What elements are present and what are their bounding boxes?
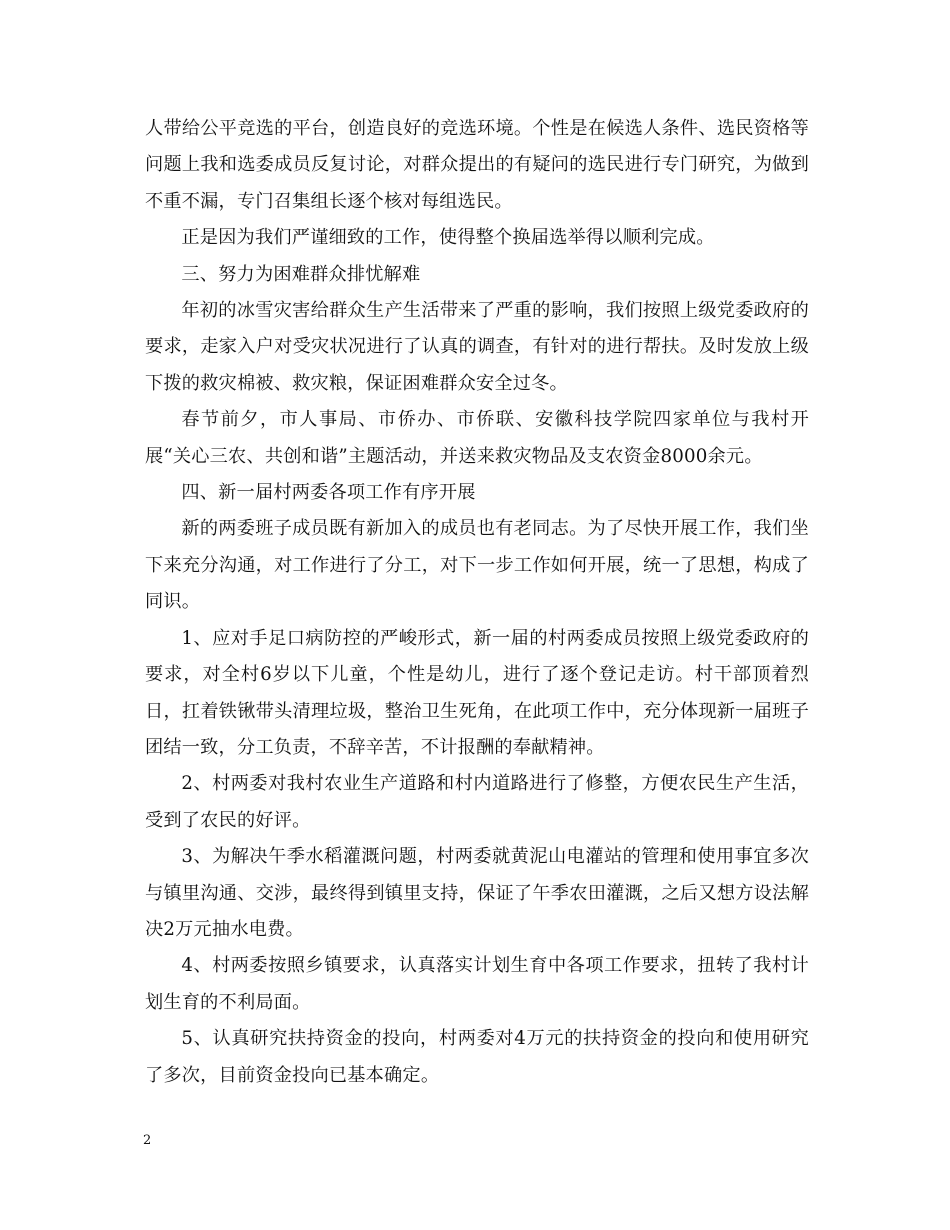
paragraph-5: 春节前夕，市人事局、市侨办、市侨联、安徽科技学院四家单位与我村开展“关心三农、共创和谐”主题活动，并送来救灾物品及支农资金8000余元。 [145, 409, 809, 467]
list-item-4: 4、村两委按照乡镇要求，认真落实计划生育中各项工作要求，扭转了我村计划生育的不利局面。 [145, 955, 809, 1013]
paragraph-4: 年初的冰雪灾害给群众生产生活带来了严重的影响，我们按照上级党委政府的要求，走家入户对受灾状况进行了认真的调查，有针对的进行帮扶。及时发放上级下拨的救灾棉被、救灾粮，保证困难群众安全过冬。 [145, 300, 809, 394]
list-item-2: 2、村两委对我村农业生产道路和村内道路进行了修整，方便农民生产生活，受到了农民的好评。 [145, 773, 809, 831]
page-number: 2 [143, 1133, 152, 1148]
section-heading-3: 三、努力为困难群众排忧解难 [181, 263, 421, 285]
list-item-1: 1、应对手足口病防控的严峻形式，新一届的村两委成员按照上级党委政府的要求，对全村6岁以下儿童，个性是幼儿，进行了逐个登记走访。村干部顶着烈日，扛着铁锹带头清理垃圾，整治卫生死角，在此项工作中，充分体现新一届班子团结一致，分工负责，不辞辛苦，不计报酬的奉献精神。 [145, 627, 809, 758]
paragraph-2: 正是因为我们严谨细致的工作，使得整个换届选举得以顺利完成。 [181, 227, 715, 249]
list-item-3: 3、为解决午季水稻灌溉问题，村两委就黄泥山电灌站的管理和使用事宜多次与镇里沟通、交涉，最终得到镇里支持，保证了午季农田灌溉，之后又想方设法解决2万元抽水电费。 [145, 846, 809, 940]
section-heading-4: 四、新一届村两委各项工作有序开展 [181, 482, 476, 504]
paragraph-7: 新的两委班子成员既有新加入的成员也有老同志。为了尽快开展工作，我们坐下来充分沟通，对工作进行了分工，对下一步工作如何开展，统一了思想，构成了同识。 [145, 518, 809, 613]
paragraph-1: 人带给公平竞选的平台，创造良好的竞选环境。个性是在候选人条件、选民资格等问题上我和选委成员反复讨论，对群众提出的有疑问的选民进行专门研究，为做到不重不漏，专门召集组长逐个核对每组选民。 [145, 118, 809, 212]
list-item-5: 5、认真研究扶持资金的投向，村两委对4万元的扶持资金的投向和使用研究了多次，目前资金投向已基本确定。 [145, 1028, 809, 1086]
document-body [145, 111, 809, 1094]
